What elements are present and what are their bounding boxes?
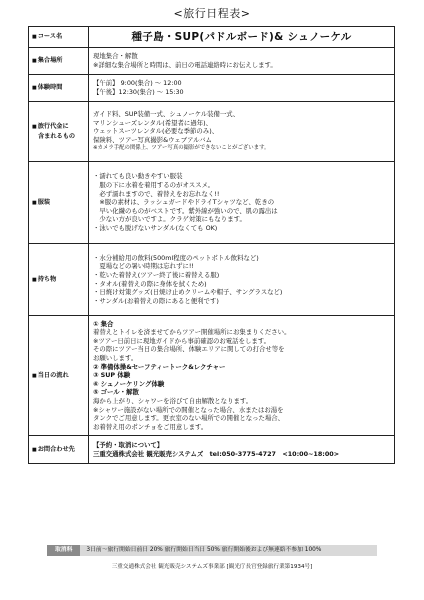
itinerary-table [28, 26, 395, 464]
meeting-content [89, 48, 395, 75]
contact-content [89, 436, 395, 464]
label-items-text: 持ち物 [37, 275, 57, 283]
flow-line: ※シャワー施設がない場所での開催となった場合、水またはお湯を [93, 405, 284, 414]
contact-heading: 【予約・取消について】 [93, 440, 164, 449]
flow-step: ③ SUP 体験 [93, 371, 131, 380]
clothing-line: ※服の素材は、ラッシュガードやドライTシャツなど、乾きの [93, 198, 275, 207]
flow-step: ② 準備体操&セーフティートーク&レクチャー [93, 362, 226, 371]
included-line: ガイド料、SUP装備一式、シュノーケル装備一式、 [93, 110, 240, 119]
label-course: ■コース名 [29, 27, 89, 48]
flow-line: 海から上がり、シャワーを浴びて自由解散となります。 [93, 396, 253, 405]
row-items [29, 244, 395, 316]
items-line: 夏場などの暑い時期は忘れずに!! [93, 262, 194, 271]
time-line: 【午後】12:30(集合) ～ 15:30 [93, 88, 184, 96]
items-line: ・サンダル(お着替えの際にあると便利です) [93, 296, 219, 305]
included-content [89, 102, 395, 162]
time-line: 【午前】 9:00(集合) ～ 12:00 [93, 79, 182, 88]
flow-line: お願いします。 [93, 354, 138, 363]
label-time: ■体験時間 [29, 75, 89, 102]
label-time-text: 体験時間 [37, 84, 63, 91]
label-meeting-text: 集合場所 [37, 57, 63, 64]
row-course [29, 27, 395, 48]
flow-line: 着替えとトイレを済ませてからツアー開催場所にお集まりください。 [93, 328, 291, 337]
flow-step: ① 集合 [93, 319, 114, 328]
label-included-text: 旅行代金に [37, 123, 69, 130]
clothing-line: 早い化繊のものがベストです。紫外線が強いので、肌の露出は [93, 206, 278, 215]
clothing-line: ・泳いでも脱げないサンダル(なくても OK) [93, 223, 218, 232]
items-line: ・タオル(着替えの際に身体を拭くため) [93, 279, 207, 288]
items-line: ・水分補給用の飲料(500ml程度のペットボトル飲料など) [93, 253, 259, 262]
label-clothing-text: 服装 [37, 198, 51, 206]
clothing-line: ・濡れても良い動きやすい服装 [93, 172, 183, 181]
label-meeting: ■集合場所 [29, 48, 89, 75]
clothing-content [89, 162, 395, 244]
page-title: <旅行日程表> [173, 7, 251, 20]
contact-phone[interactable]: 三重交通株式会社 観光販売システムズ tel:050-3775-4727 <10:00~18:00> [93, 449, 340, 458]
meeting-line: 現地集合・解散 [93, 52, 138, 61]
label-course-text: コース名 [37, 33, 63, 40]
flow-line: ※ツアー日前日に現地ガイドから事前確認のお電話をします。 [93, 336, 271, 345]
footer-company: 三重交通株式会社 観光販売システムズ事業部 [観光庁長官登録旅行業第1934号] [111, 564, 313, 570]
row-meeting [29, 48, 395, 75]
course-name: 種子島・SUP(パドルボード)& シュノーケル [89, 27, 395, 48]
clothing-line: 必ず濡れますので、着替えをお忘れなく!! [93, 189, 220, 198]
included-line: ウェットスーツレンタル(必要な季節のみ)、 [93, 127, 219, 136]
clothing-line: 服の下に水着を着用するのがオススメ。 [93, 181, 214, 190]
flow-line: その際にツアー当日の集合場所、体験エリアに関しての打合せ等を [93, 345, 285, 354]
cancellation-fee-text: 3日前～旅行開始日前日 20% 旅行開始日当日 50% 旅行開始後および無連絡不参加 100% [80, 545, 377, 556]
clothing-line: 少ない方が良いですよ。クラゲ対策にもなります。 [93, 215, 246, 224]
flow-line: お着替え用のポンチョをご用意します。 [93, 422, 208, 431]
items-line: ・乾いた着替え(ツアー終了後に着替える服) [93, 270, 220, 279]
label-contact: ■お問合わせ先 [29, 436, 89, 464]
items-line: ・日焼け対策グッズ(日焼け止めクリームや帽子、サングラスなど) [93, 288, 283, 297]
flow-content [89, 316, 395, 436]
items-content [89, 244, 395, 316]
included-line: マリンシューズレンタル(希望者に過年)、 [93, 118, 212, 127]
row-included [29, 102, 395, 162]
flow-line: タンクでご用意します。更衣室のない場所での開催となった場合、 [93, 414, 285, 423]
label-flow-text: 当日の流れ [37, 371, 69, 379]
row-clothing [29, 162, 395, 244]
cancellation-fee-bar [47, 545, 377, 556]
row-time [29, 75, 395, 102]
label-flow: ■当日の流れ [29, 316, 89, 436]
time-content [89, 75, 395, 102]
label-included-text-2: 含まれるもの [38, 133, 76, 140]
label-included: ■旅行代金に 含まれるもの [29, 102, 89, 162]
flow-step: ⑤ ゴール・解散 [93, 388, 139, 397]
label-items: ■持ち物 [29, 244, 89, 316]
row-contact [29, 436, 395, 464]
included-line: 保険料、ツアー写真撮影&ウェブアルバム [93, 135, 212, 144]
included-note: ※カメラ手配の関係上、ツアー写真の撮影ができないことがございます。 [93, 145, 270, 152]
row-flow [29, 316, 395, 436]
cancellation-fee-label: 取消料 [47, 545, 80, 556]
flow-step: ④ シュノーケリング体験 [93, 379, 165, 388]
label-clothing: ■服装 [29, 162, 89, 244]
label-contact-text: お問合わせ先 [37, 445, 75, 453]
meeting-line: ※詳細な集合場所と時間は、前日の電話連絡時にお伝えします。 [93, 61, 277, 69]
